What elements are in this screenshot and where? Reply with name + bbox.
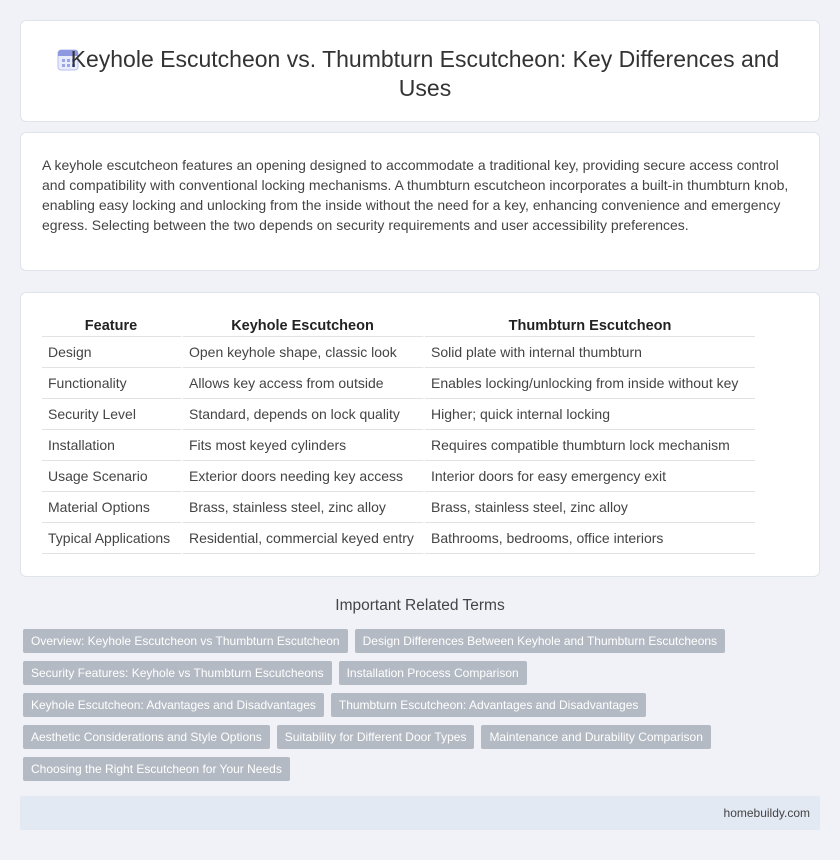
title-card (20, 20, 820, 122)
table-row (42, 399, 755, 430)
intro-card (20, 132, 820, 271)
page-title: Keyhole Escutcheon vs. Thumbturn Escutcheon: Key Differences and Uses (70, 46, 780, 101)
table-cell: Exterior doors needing key access (183, 461, 425, 492)
column-header: Keyhole Escutcheon (183, 315, 425, 337)
table-row (42, 430, 755, 461)
table-cell: Security Level (42, 399, 183, 430)
table-cell: Standard, depends on lock quality (183, 399, 425, 430)
table-cell: Interior doors for easy emergency exit (425, 461, 755, 492)
table-cell: Open keyhole shape, classic look (183, 337, 425, 368)
related-terms-list (23, 629, 813, 781)
table-cell: Residential, commercial keyed entry (183, 523, 425, 554)
related-term-tag[interactable]: Suitability for Different Door Types (277, 725, 475, 749)
related-term-tag[interactable]: Maintenance and Durability Comparison (481, 725, 710, 749)
related-term-tag[interactable]: Aesthetic Considerations and Style Options (23, 725, 270, 749)
related-term-tag[interactable]: Design Differences Between Keyhole and Thumbturn Escutcheons (355, 629, 725, 653)
table-header-row (42, 315, 755, 337)
table-cell: Enables locking/unlocking from inside without key (425, 368, 755, 399)
table-cell: Bathrooms, bedrooms, office interiors (425, 523, 755, 554)
table-cell: Requires compatible thumbturn lock mechanism (425, 430, 755, 461)
table-row (42, 337, 755, 368)
comparison-table (42, 315, 755, 554)
footer (20, 796, 820, 830)
related-term-tag[interactable]: Thumbturn Escutcheon: Advantages and Disadvantages (331, 693, 647, 717)
table-row (42, 492, 755, 523)
table-row (42, 461, 755, 492)
intro-paragraph: A keyhole escutcheon features an opening designed to accommodate a traditional key, providing secure access control and compatibility with conventional locking mechanisms. A thumbturn escutcheon incorporates a built-in thumbturn knob, enabling easy locking and unlocking from the inside without the need for a key, enhancing convenience and emergency egress. Selecting between the two depends on security requirements and user accessibility preferences. (42, 157, 789, 233)
related-term-tag[interactable]: Overview: Keyhole Escutcheon vs Thumbturn Escutcheon (23, 629, 348, 653)
related-term-tag[interactable]: Installation Process Comparison (339, 661, 527, 685)
table-row (42, 368, 755, 399)
footer-site-link[interactable]: homebuildy.com (723, 806, 810, 820)
table-row (42, 523, 755, 554)
related-term-tag[interactable]: Choosing the Right Escutcheon for Your Needs (23, 757, 290, 781)
table-cell: Brass, stainless steel, zinc alloy (183, 492, 425, 523)
table-cell: Installation (42, 430, 183, 461)
table-cell: Design (42, 337, 183, 368)
table-cell: Allows key access from outside (183, 368, 425, 399)
table-cell: Fits most keyed cylinders (183, 430, 425, 461)
comparison-table-card (20, 292, 820, 577)
table-cell: Solid plate with internal thumbturn (425, 337, 755, 368)
table-cell: Typical Applications (42, 523, 183, 554)
column-header: Thumbturn Escutcheon (425, 315, 755, 337)
table-cell: Material Options (42, 492, 183, 523)
column-header: Feature (42, 315, 183, 337)
table-cell: Brass, stainless steel, zinc alloy (425, 492, 755, 523)
related-terms-heading: Important Related Terms (335, 597, 505, 614)
related-term-tag[interactable]: Keyhole Escutcheon: Advantages and Disadvantages (23, 693, 324, 717)
table-cell: Usage Scenario (42, 461, 183, 492)
related-term-tag[interactable]: Security Features: Keyhole vs Thumbturn Escutcheons (23, 661, 332, 685)
table-cell: Higher; quick internal locking (425, 399, 755, 430)
table-cell: Functionality (42, 368, 183, 399)
